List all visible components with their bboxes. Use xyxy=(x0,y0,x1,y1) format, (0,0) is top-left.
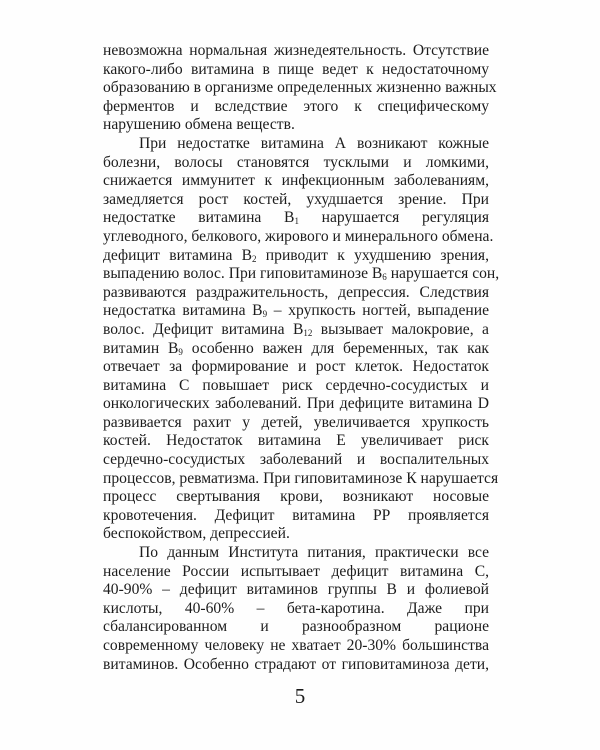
text-segment: беспокойством, депрессией. xyxy=(103,525,290,543)
text-segment: костей. Недостаток витамина Е увеличивает риск xyxy=(103,432,489,450)
text-line xyxy=(103,340,489,359)
text-segment: витамина С повышает риск сердечно-сосудистых и xyxy=(103,376,489,394)
text-segment: развиваются раздражительность, депрессия. Следствия xyxy=(103,283,489,301)
text-line xyxy=(103,79,497,98)
text-line xyxy=(103,637,489,656)
text-line xyxy=(103,135,489,154)
text-segment: онкологических заболеваний. При дефиците витамина D xyxy=(103,395,489,413)
text-segment: волос. Дефицит витамина B xyxy=(103,320,304,338)
text-line xyxy=(103,414,489,433)
text-segment: витамин B xyxy=(103,339,179,357)
text-line xyxy=(103,358,489,377)
text-segment: При недостатке витамина А возникают кожные xyxy=(139,134,489,152)
text-line xyxy=(103,451,489,470)
text-segment: какого-либо витамина в пище ведет к недостаточному xyxy=(103,60,489,78)
text-line xyxy=(103,544,489,563)
text-line xyxy=(103,600,489,619)
text-line xyxy=(103,61,489,80)
text-line xyxy=(103,154,489,173)
text-segment: недостатке витамина B xyxy=(103,209,295,227)
subscript: 2 xyxy=(252,253,257,264)
text-line xyxy=(103,265,500,284)
text-line xyxy=(103,116,489,135)
text-line xyxy=(103,227,494,247)
text-line xyxy=(103,525,489,544)
text-line xyxy=(103,42,489,61)
text-segment: снижается иммунитет к инфекционным заболеваниям, xyxy=(103,172,489,190)
text-line xyxy=(103,209,489,228)
subscript: 9 xyxy=(262,309,268,320)
text-line xyxy=(103,432,489,451)
text-segment: отвечает за формирование и рост клеток. Недостаток xyxy=(103,358,489,376)
text-line xyxy=(103,172,489,191)
text-segment: недостатка витамина B xyxy=(103,302,263,320)
text-segment: процессов, ревматизма. При гиповитаминозе К нарушается xyxy=(103,469,499,487)
text-segment: образованию в организме определенных жизненно важных xyxy=(103,79,497,97)
text-segment: болезни, волосы становятся тусклыми и ломкими, xyxy=(103,153,489,171)
text-segment: сбалансированном и разнообразном рационе xyxy=(103,618,489,636)
text-line xyxy=(103,618,489,637)
text-segment: выпадению волос. При гиповитаминозе B xyxy=(103,265,383,283)
text-segment: витаминов. Особенно страдают от гиповитаминоза дети, xyxy=(103,655,489,673)
text-segment: кровотечения. Дефицит витамина РР проявляется xyxy=(103,506,489,524)
text-segment: процесс свертывания крови, возникают носовые xyxy=(103,488,489,506)
text-line xyxy=(103,581,489,600)
text-segment: кислоты, 40-60% – бета-каротина. Даже при xyxy=(103,599,489,617)
text-line xyxy=(103,395,489,414)
text-segment: – хрупкость ногтей, выпадение xyxy=(267,302,490,320)
text-line xyxy=(103,469,499,489)
subscript: 9 xyxy=(178,346,183,357)
text-segment: замедляется рост костей, ухудшается зрение. При xyxy=(103,190,489,208)
text-segment: современному человеку не хватает 20-30% большинства xyxy=(103,637,489,654)
text-segment: особенно важен для беременных, так как xyxy=(182,339,490,357)
text-line xyxy=(103,488,489,507)
text-segment: дефицит витамина B xyxy=(103,246,253,264)
subscript: 12 xyxy=(303,327,313,338)
text-segment: 40-90% – дефицит витаминов группы В и фолиевой xyxy=(103,581,489,599)
text-line xyxy=(103,656,489,675)
text-line xyxy=(103,247,489,266)
text-segment: население России испытывает дефицит витамина С, xyxy=(103,562,489,580)
text-line xyxy=(103,98,489,117)
text-segment: вызывает малокровие, а xyxy=(312,320,489,338)
text-segment: нарушается регуляция xyxy=(298,209,489,227)
text-segment: ферментов и вследствие этого к специфическому xyxy=(103,97,489,115)
subscript: 6 xyxy=(382,272,387,283)
text-line xyxy=(103,321,489,340)
page-number: 5 xyxy=(294,684,306,708)
text-segment: нарушается сон, xyxy=(386,265,500,283)
text-line xyxy=(103,377,489,396)
text-line xyxy=(103,302,489,321)
text-line xyxy=(103,284,489,303)
text-segment: развивается рахит у детей, увеличивается хрупкость xyxy=(103,413,489,431)
body-text xyxy=(103,42,500,674)
text-line xyxy=(103,191,489,210)
text-line xyxy=(103,507,489,526)
text-segment: углеводного, белкового, жирового и минерального обмена. xyxy=(103,227,494,245)
text-segment: приводит к ухудшению зрения, xyxy=(256,246,490,264)
subscript: 1 xyxy=(294,216,299,227)
text-segment: невозможна нормальная жизнедеятельность. Отсутствие xyxy=(103,42,489,59)
text-segment: сердечно-сосудистых заболеваний и воспалительных xyxy=(103,451,489,469)
text-segment: По данным Института питания, практически все xyxy=(139,544,489,562)
text-segment: нарушению обмена веществ. xyxy=(103,116,295,134)
text-line xyxy=(103,563,489,582)
